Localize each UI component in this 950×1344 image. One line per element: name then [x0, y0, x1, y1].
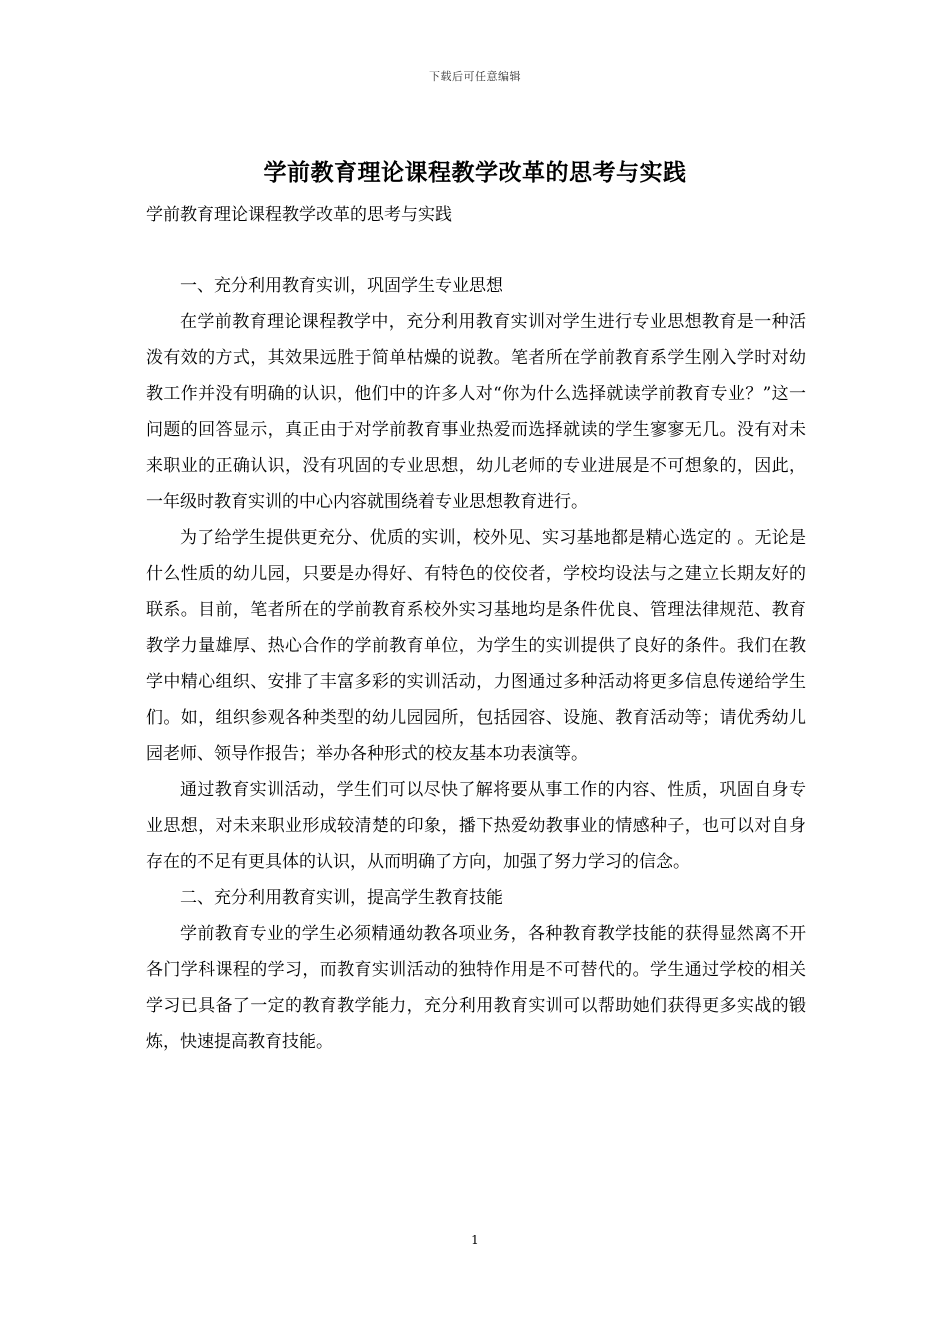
- paragraph: 学前教育专业的学生必须精通幼教各项业务，各种教育教学技能的获得显然离不开各门学科课程的学习，而教育实训活动的独特作用是不可替代的。学生通过学校的相关学习已具备了一定的教育教学能力，充分利用教育实训可以帮助她们获得更多实战的锻炼，快速提高教育技能。: [146, 924, 806, 1052]
- document-body: [146, 268, 806, 1060]
- document-title: 学前教育理论课程教学改革的思考与实践: [263, 159, 687, 186]
- header-note: 下载后可任意编辑: [429, 70, 521, 83]
- section-heading-2: 二、充分利用教育实训，提高学生教育技能: [180, 888, 503, 908]
- document-subtitle: 学前教育理论课程教学改革的思考与实践: [146, 205, 452, 225]
- paragraph: 在学前教育理论课程教学中，充分利用教育实训对学生进行专业思想教育是一种活泼有效的方式，其效果远胜于简单枯燥的说教。笔者所在学前教育系学生刚入学时对幼教工作并没有明确的认识，他们中的许多人对“你为什么选择就读学前教育专业？”这一问题的回答显示，真正由于对学前教育事业热爱而选择就读的学生寥寥无几。没有对未来职业的正确认识，没有巩固的专业思想，幼儿老师的专业进展是不可想象的，因此，一年级时教育实训的中心内容就围绕着专业思想教育进行。: [146, 312, 806, 512]
- section-heading-1: 一、充分利用教育实训，巩固学生专业思想: [180, 276, 503, 296]
- paragraph: 为了给学生提供更充分、优质的实训，校外见、实习基地都是精心选定的 。无论是什么性质的幼儿园，只要是办得好、有特色的佼佼者，学校均设法与之建立长期友好的联系。目前，笔者所在的学前教育系校外实习基地均是条件优良、管理法律规范、教育教学力量雄厚、热心合作的学前教育单位，为学生的实训提供了良好的条件。我们在教学中精心组织、安排了丰富多彩的实训活动，力图通过多种活动将更多信息传递给学生们。如，组织参观各种类型的幼儿园园所，包括园容、设施、教育活动等；请优秀幼儿园老师、领导作报告；举办各种形式的校友基本功表演等。: [146, 528, 806, 764]
- paragraph: 通过教育实训活动，学生们可以尽快了解将要从事工作的内容、性质，巩固自身专业思想，对未来职业形成较清楚的印象，播下热爱幼教事业的情感种子，也可以对自身存在的不足有更具体的认识，从而明确了方向，加强了努力学习的信念。: [146, 780, 806, 872]
- page-number: 1: [471, 1233, 479, 1247]
